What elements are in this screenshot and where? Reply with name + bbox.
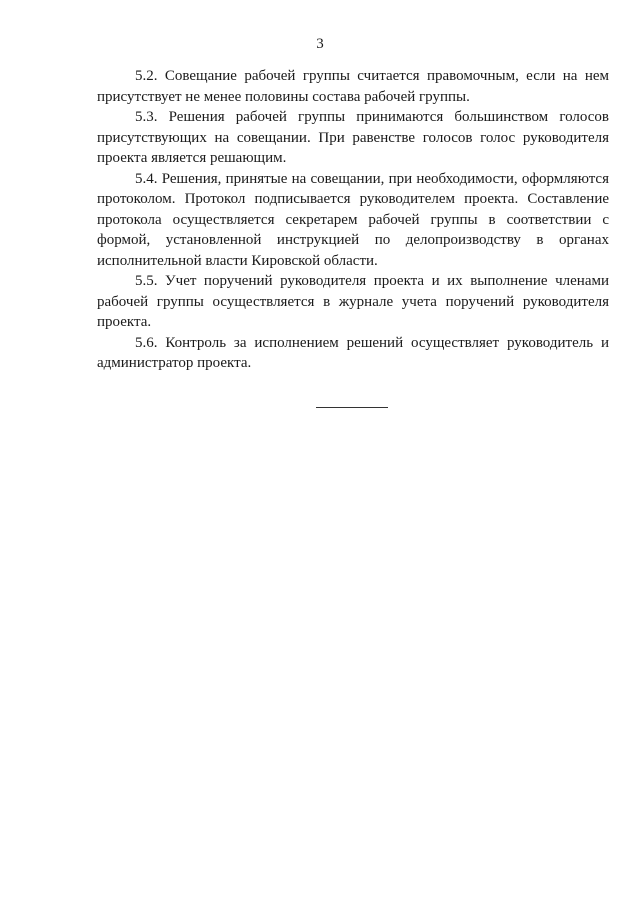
paragraph-5-2: 5.2. Совещание рабочей группы считается правомочным, если на нем присутствует не менее половины состава рабочей группы. [97,68,609,105]
page-number: 3 [316,36,324,52]
paragraph-5-6: 5.6. Контроль за исполнением решений осуществляет руководитель и администратор проекта. [97,334,609,371]
paragraph-5-4: 5.4. Решения, принятые на совещании, при необходимости, оформляются протоколом. Протокол подписывается руководителем проекта. Составление протокола осуществляется секретарем рабочей группы в соответствии с формой, установленной инструкцией по делопроизводству в органах исполнительной власти Кировской области. [97,170,609,269]
paragraph-5-5: 5.5. Учет поручений руководителя проекта и их выполнение членами рабочей группы осуществляется в журнале учета поручений руководителя проекта. [97,273,609,330]
document-body [97,66,609,374]
end-separator-line [316,407,388,408]
paragraph-5-3: 5.3. Решения рабочей группы принимаются большинством голосов присутствующих на совещании. При равенстве голосов голос руководителя проекта является решающим. [97,109,609,166]
